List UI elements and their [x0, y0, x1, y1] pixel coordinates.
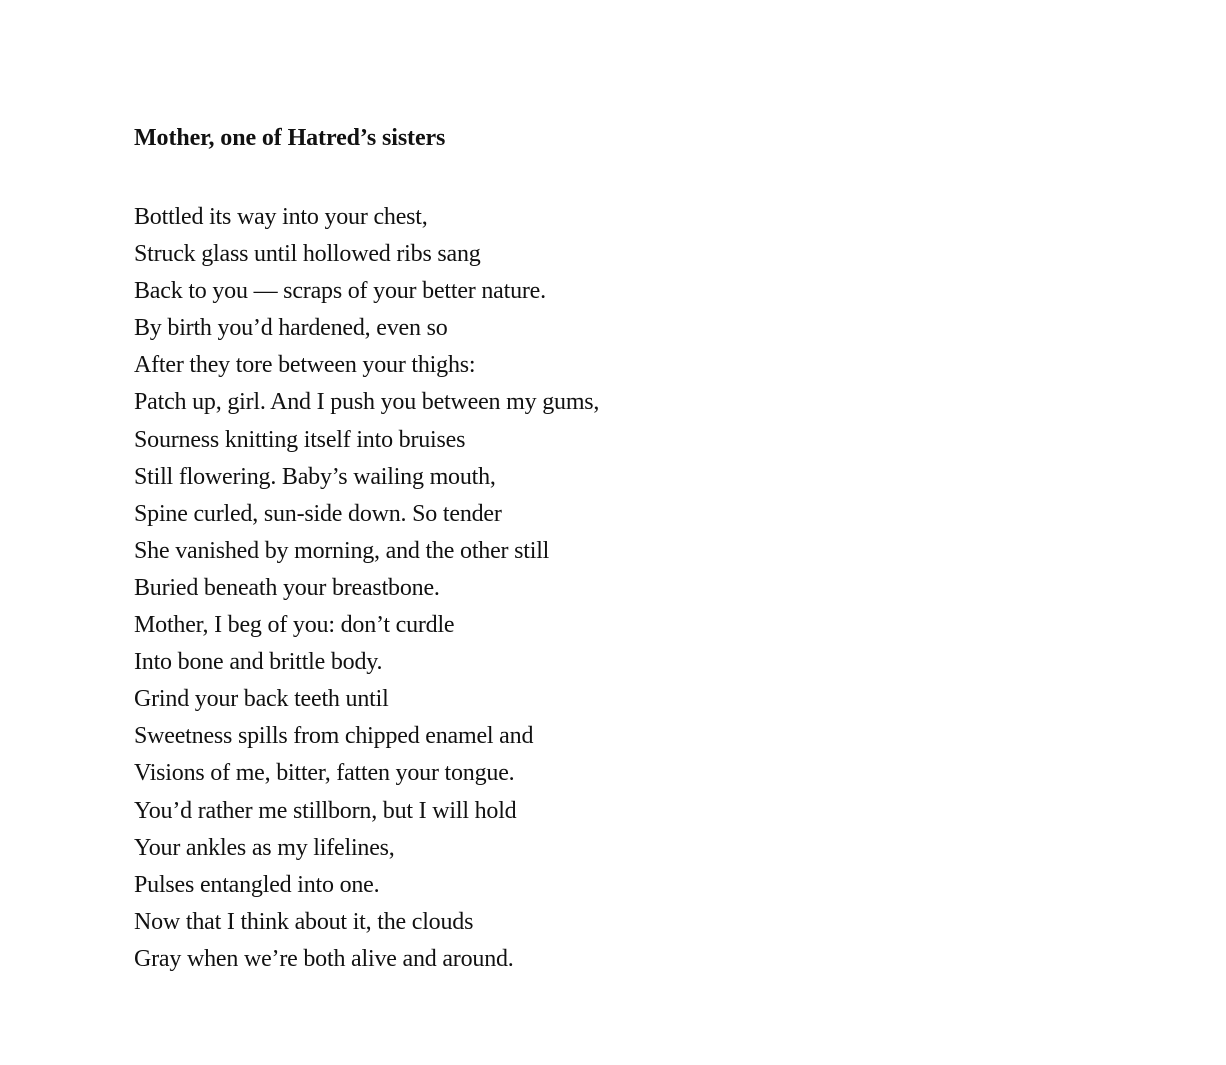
poem-title: Mother, one of Hatred’s sisters [134, 125, 446, 151]
poem-line: Patch up, girl. And I push you between my gums, [134, 389, 600, 416]
poem-line: She vanished by morning, and the other still [134, 537, 550, 564]
poem-line: Back to you — scraps of your better nature. [134, 278, 546, 305]
poem-line: Now that I think about it, the clouds [134, 908, 474, 935]
poem-line: Sourness knitting itself into bruises [134, 426, 466, 453]
poem-line: After they tore between your thighs: [134, 352, 476, 379]
poem-line: Sweetness spills from chipped enamel and [134, 723, 534, 750]
poem-line: Struck glass until hollowed ribs sang [134, 241, 481, 268]
poem-line: Your ankles as my lifelines, [134, 834, 395, 861]
poem-line: Mother, I beg of you: don’t curdle [134, 612, 455, 639]
poem-line: Grind your back teeth until [134, 686, 389, 713]
poem-line: Into bone and brittle body. [134, 649, 383, 676]
poem-line: Buried beneath your breastbone. [134, 574, 440, 601]
poem-line: Pulses entangled into one. [134, 871, 380, 898]
poem-line: You’d rather me stillborn, but I will hold [134, 797, 517, 824]
poem-line: Gray when we’re both alive and around. [134, 945, 514, 972]
poem-line: Still flowering. Baby’s wailing mouth, [134, 463, 496, 490]
poem-line: By birth you’d hardened, even so [134, 315, 448, 342]
poem [134, 122, 934, 978]
poem-lines [134, 199, 934, 978]
poem-line: Bottled its way into your chest, [134, 204, 428, 230]
poem-line: Visions of me, bitter, fatten your tongue. [134, 760, 515, 787]
poem-line: Spine curled, sun-side down. So tender [134, 500, 502, 527]
